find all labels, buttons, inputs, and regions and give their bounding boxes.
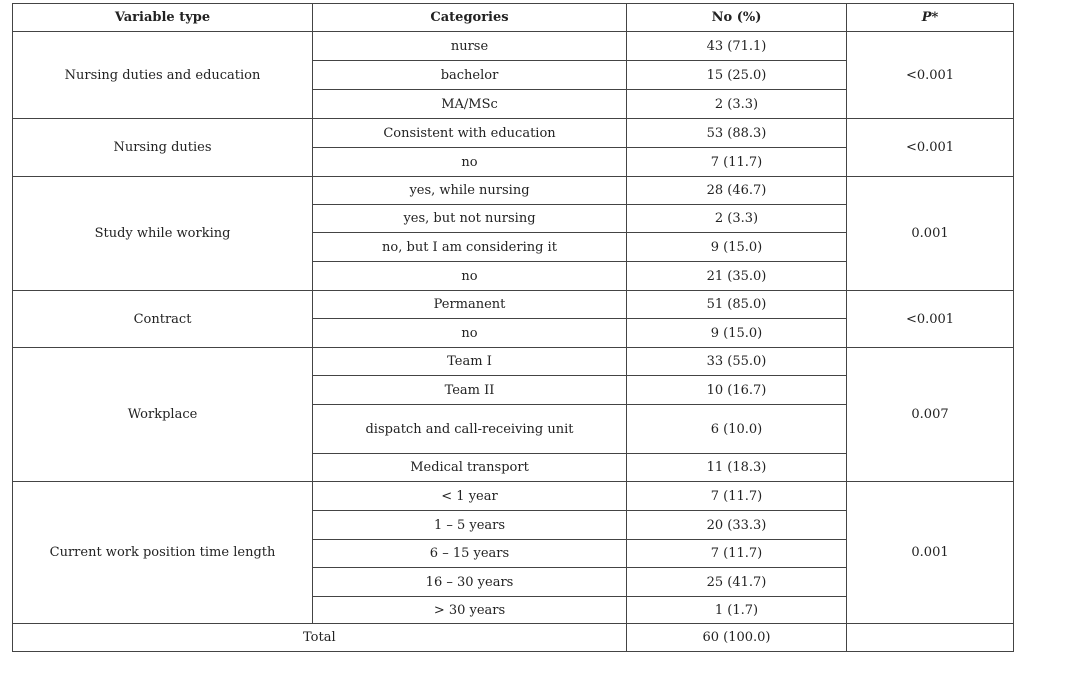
value-cell: 53 (88.3) (627, 119, 847, 148)
p-value-cell: <0.001 (847, 291, 1014, 348)
variable-cell: Nursing duties and education (13, 32, 313, 119)
p-value-cell: <0.001 (847, 32, 1014, 119)
category-cell: MA/MSc (313, 90, 627, 119)
p-value-cell: 0.007 (847, 348, 1014, 482)
variable-cell: Current work position time length (13, 482, 313, 624)
category-cell: 6 – 15 years (313, 540, 627, 568)
value-cell: 10 (16.7) (627, 376, 847, 405)
total-label: Total (13, 624, 627, 652)
total-p-value-cell (847, 624, 1014, 652)
header-row (13, 4, 1014, 32)
table-row (13, 32, 1014, 61)
value-cell: 9 (15.0) (627, 233, 847, 262)
category-cell: 16 – 30 years (313, 568, 627, 597)
value-cell: 7 (11.7) (627, 148, 847, 177)
category-cell: yes, while nursing (313, 177, 627, 205)
category-cell: no (313, 262, 627, 291)
value-cell: 11 (18.3) (627, 454, 847, 482)
category-cell: nurse (313, 32, 627, 61)
table-row (13, 482, 1014, 511)
total-row (13, 624, 1014, 652)
value-cell: 9 (15.0) (627, 319, 847, 348)
value-cell: 20 (33.3) (627, 511, 847, 540)
p-value-cell: 0.001 (847, 177, 1014, 291)
header-categories: Categories (313, 4, 627, 32)
value-cell: 21 (35.0) (627, 262, 847, 291)
statistics-table (12, 3, 1014, 652)
p-value-cell: 0.001 (847, 482, 1014, 624)
header-count-percent: No (%) (627, 4, 847, 32)
table-row (13, 119, 1014, 148)
value-cell: 7 (11.7) (627, 540, 847, 568)
category-cell: bachelor (313, 61, 627, 90)
category-cell: 1 – 5 years (313, 511, 627, 540)
value-cell: 51 (85.0) (627, 291, 847, 319)
category-cell: no (313, 319, 627, 348)
variable-cell: Study while working (13, 177, 313, 291)
value-cell: 1 (1.7) (627, 597, 847, 624)
variable-cell: Nursing duties (13, 119, 313, 177)
table-row (13, 177, 1014, 205)
table-row (13, 291, 1014, 319)
category-cell: no (313, 148, 627, 177)
value-cell: 43 (71.1) (627, 32, 847, 61)
table-row (13, 348, 1014, 376)
value-cell: 2 (3.3) (627, 90, 847, 119)
category-cell: > 30 years (313, 597, 627, 624)
category-cell: yes, but not nursing (313, 205, 627, 233)
value-cell: 7 (11.7) (627, 482, 847, 511)
value-cell: 15 (25.0) (627, 61, 847, 90)
p-value-cell: <0.001 (847, 119, 1014, 177)
category-cell: no, but I am considering it (313, 233, 627, 262)
variable-cell: Workplace (13, 348, 313, 482)
value-cell: 33 (55.0) (627, 348, 847, 376)
category-cell: Permanent (313, 291, 627, 319)
value-cell: 28 (46.7) (627, 177, 847, 205)
value-cell: 25 (41.7) (627, 568, 847, 597)
header-variable-type: Variable type (13, 4, 313, 32)
category-cell: < 1 year (313, 482, 627, 511)
category-cell: Team II (313, 376, 627, 405)
total-value: 60 (100.0) (627, 624, 847, 652)
category-cell: dispatch and call-receiving unit (313, 405, 627, 454)
value-cell: 6 (10.0) (627, 405, 847, 454)
category-cell: Consistent with education (313, 119, 627, 148)
value-cell: 2 (3.3) (627, 205, 847, 233)
category-cell: Medical transport (313, 454, 627, 482)
header-p-value: P* (847, 4, 1014, 32)
category-cell: Team I (313, 348, 627, 376)
variable-cell: Contract (13, 291, 313, 348)
